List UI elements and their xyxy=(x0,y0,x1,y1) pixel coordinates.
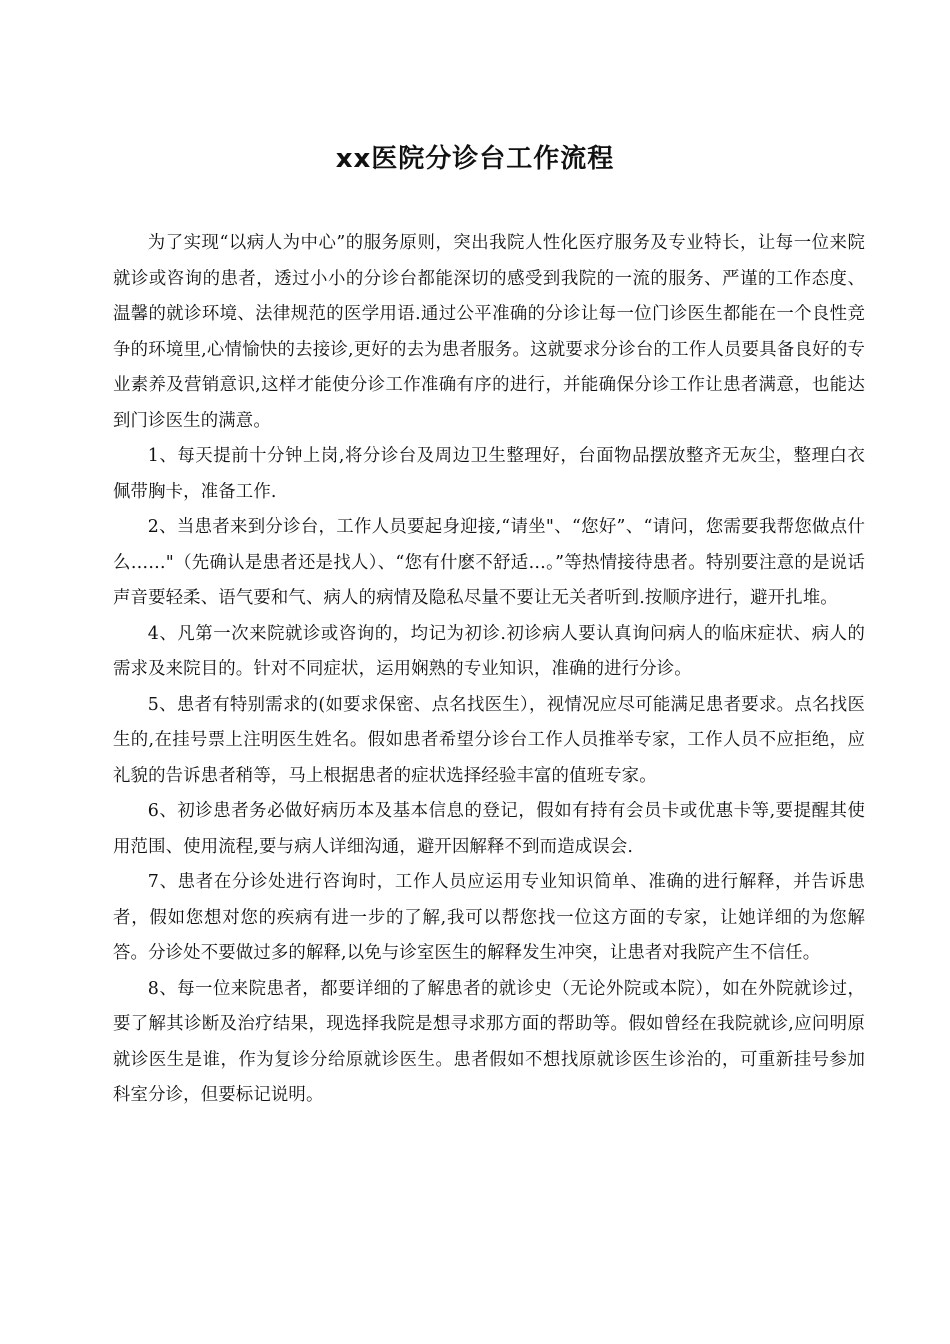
step-8-paragraph: 8、每一位来院患者，都要详细的了解患者的就诊史（无论外院或本院），如在外院就诊过，要了解其诊断及治疗结果，现选择我院是想寻求那方面的帮助等。假如曾经在我院就诊,应问明原就诊医生是谁，作为复诊分给原就诊医生。患者假如不想找原就诊医生诊治的，可重新挂号参加科室分诊，但要标记说明。 xyxy=(113,978,865,1105)
step-1-paragraph: 1、每天提前十分钟上岗,将分诊台及周边卫生整理好，台面物品摆放整齐无灰尘，整理白衣佩带胸卡，准备工作. xyxy=(113,446,865,502)
document-body xyxy=(113,226,865,1114)
intro-paragraph: 为了实现“以病人为中心”的服务原则，突出我院人性化医疗服务及专业特长，让每一位来院就诊或咨询的患者，透过小小的分诊台都能深切的感受到我院的一流的服务、严谨的工作态度、温馨的就诊环境、法律规范的医学用语.通过公平准确的分诊让每一位门诊医生都能在一个良性竞争的环境里,心情愉快的去接诊,更好的去为患者服务。这就要求分诊台的工作人员要具备良好的专业素养及营销意识,这样才能使分诊工作准确有序的进行，并能确保分诊工作让患者满意，也能达到门诊医生的满意。 xyxy=(113,233,865,431)
step-5-paragraph: 5、患者有特别需求的(如要求保密、点名找医生），视情况应尽可能满足患者要求。点名找医生的,在挂号票上注明医生姓名。假如患者希望分诊台工作人员推举专家，工作人员不应拒绝，应礼貌的告诉患者稍等，马上根据患者的症状选择经验丰富的值班专家。 xyxy=(113,694,865,786)
step-2-paragraph: 2、当患者来到分诊台，工作人员要起身迎接,“请坐"、“您好”、“请问，您需要我帮您做点什么……"（先确认是患者还是找人）、“您有什麽不舒适…。”等热情接待患者。特别要注意的是说话声音要轻柔、语气要和气、病人的病情及隐私尽量不要让无关者听到.按顺序进行，避开扎堆。 xyxy=(113,517,865,608)
step-6-paragraph: 6、初诊患者务必做好病历本及基本信息的登记，假如有持有会员卡或优惠卡等,要提醒其使用范围、使用流程,要与病人详细沟通，避开因解释不到而造成误会. xyxy=(113,801,865,857)
document-title: xx医院分诊台工作流程 xyxy=(335,144,615,174)
step-7-paragraph: 7、患者在分诊处进行咨询时，工作人员应运用专业知识简单、准确的进行解释，并告诉患者，假如您想对您的疾病有进一步的了解,我可以帮您找一位这方面的专家，让她详细的为您解答。分诊处不要做过多的解释,以免与诊室医生的解释发生冲突，让患者对我院产生不信任。 xyxy=(113,872,865,963)
step-4-paragraph: 4、凡第一次来院就诊或咨询的，均记为初诊.初诊病人要认真询问病人的临床症状、病人的需求及来院目的。针对不同症状，运用娴熟的专业知识，准确的进行分诊。 xyxy=(113,623,865,679)
